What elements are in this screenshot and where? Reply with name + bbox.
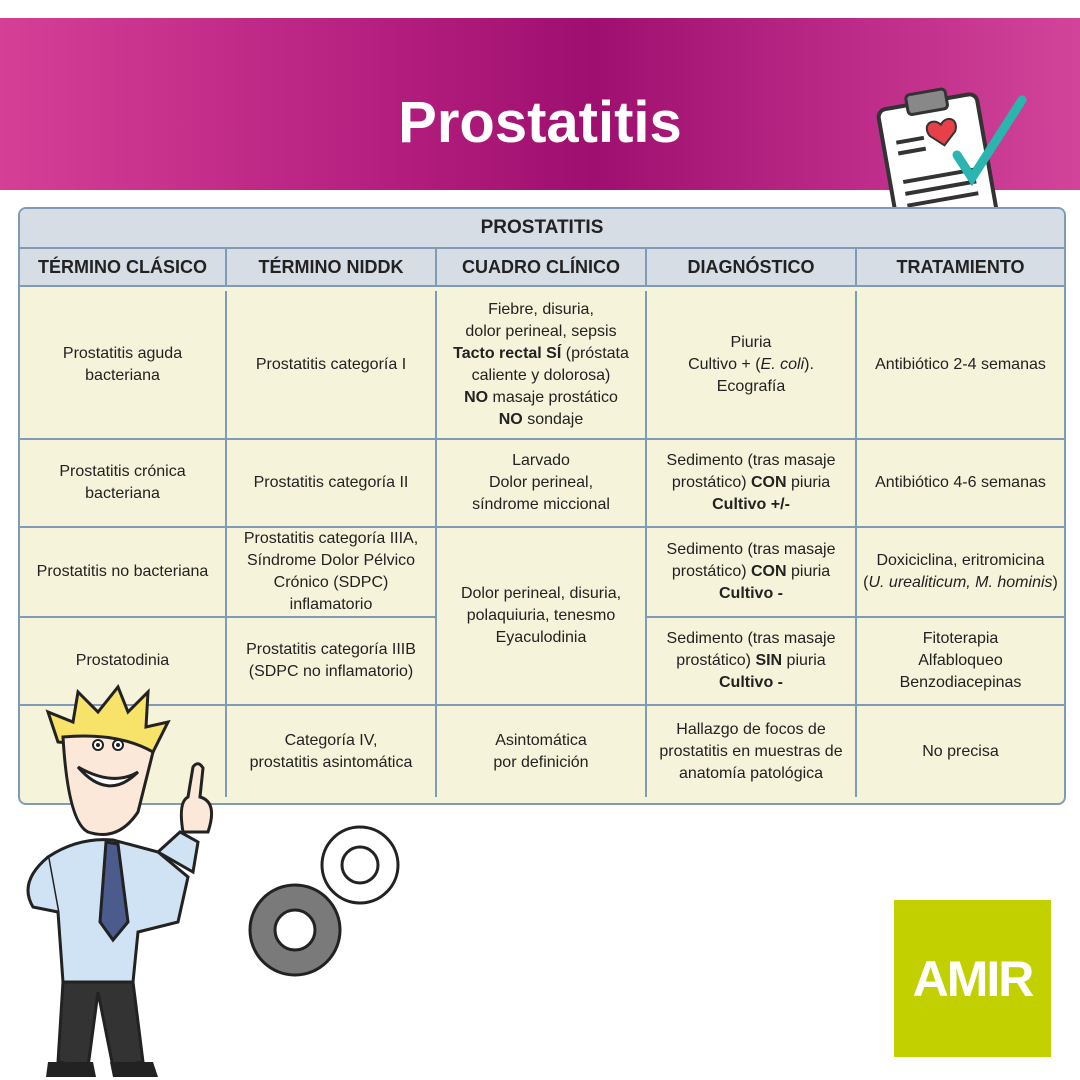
cell-termino-niddk: Prostatitis categoría II bbox=[226, 439, 436, 527]
header-termino-clasico: TÉRMINO CLÁSICO bbox=[20, 249, 226, 286]
table-row bbox=[20, 527, 1064, 617]
header-termino-niddk: TÉRMINO NIDDK bbox=[226, 249, 436, 286]
cell-tratamiento: Antibiótico 2-4 semanas bbox=[856, 291, 1064, 439]
cell-termino-niddk: Prostatitis categoría IIIA, Síndrome Dolor Pélvico Crónico (SDPC) inflamatorio bbox=[226, 527, 436, 617]
cell-cuadro-clinico: Dolor perineal, disuria, polaquiuria, tenesmo Eyaculodinia bbox=[436, 527, 646, 705]
header-tratamiento: TRATAMIENTO bbox=[856, 249, 1064, 286]
gears-icon bbox=[240, 820, 410, 990]
table-title: PROSTATITIS bbox=[20, 209, 1064, 249]
cell-cuadro-clinico: Larvado Dolor perineal, síndrome miccional bbox=[436, 439, 646, 527]
logo-text: AMIR bbox=[912, 950, 1033, 1007]
cell-tratamiento: No precisa bbox=[856, 705, 1064, 797]
cell-diagnostico: Hallazgo de focos de prostatitis en muestras de anatomía patológica bbox=[646, 705, 856, 797]
cell-cuadro-clinico: Fiebre, disuria, dolor perineal, sepsis Tacto rectal SÍ (próstata caliente y dolorosa) NO masaje prostático NO sondaje bbox=[436, 291, 646, 439]
cell-diagnostico: Sedimento (tras masaje prostático) CON piuria Cultivo - bbox=[646, 527, 856, 617]
cell-diagnostico: Sedimento (tras masaje prostático) SIN piuria Cultivo - bbox=[646, 617, 856, 705]
header-row bbox=[20, 249, 1064, 286]
table-row bbox=[20, 291, 1064, 439]
cell-diagnostico: Sedimento (tras masaje prostático) CON piuria Cultivo +/- bbox=[646, 439, 856, 527]
table-row bbox=[20, 439, 1064, 527]
cell-termino-clasico: Prostatitis no bacteriana bbox=[20, 527, 226, 617]
cell-termino-niddk: Prostatitis categoría IIIB (SDPC no inflamatorio) bbox=[226, 617, 436, 705]
amir-logo bbox=[894, 900, 1051, 1057]
cell-tratamiento: Fitoterapia Alfabloqueo Benzodiacepinas bbox=[856, 617, 1064, 705]
cell-termino-clasico: Prostatitis crónica bacteriana bbox=[20, 439, 226, 527]
cell-tratamiento: Antibiótico 4-6 semanas bbox=[856, 439, 1064, 527]
cell-termino-clasico: Prostatitis aguda bacteriana bbox=[20, 291, 226, 439]
cell-termino-niddk: Prostatitis categoría I bbox=[226, 291, 436, 439]
cell-termino-niddk: Categoría IV, prostatitis asintomática bbox=[226, 705, 436, 797]
page-title: Prostatitis bbox=[398, 90, 682, 155]
cell-termino-clasico: Prostatodinia bbox=[20, 617, 226, 705]
pointing-man-illustration bbox=[18, 682, 228, 1080]
cell-cuadro-clinico: Asintomática por definición bbox=[436, 705, 646, 797]
header-diagnostico: DIAGNÓSTICO bbox=[646, 249, 856, 286]
cell-diagnostico: Piuria Cultivo + (E. coli). Ecografía bbox=[646, 291, 856, 439]
header-cuadro-clinico: CUADRO CLÍNICO bbox=[436, 249, 646, 286]
cell-tratamiento: Doxiciclina, eritromicina (U. urealiticum, M. hominis) bbox=[856, 527, 1064, 617]
